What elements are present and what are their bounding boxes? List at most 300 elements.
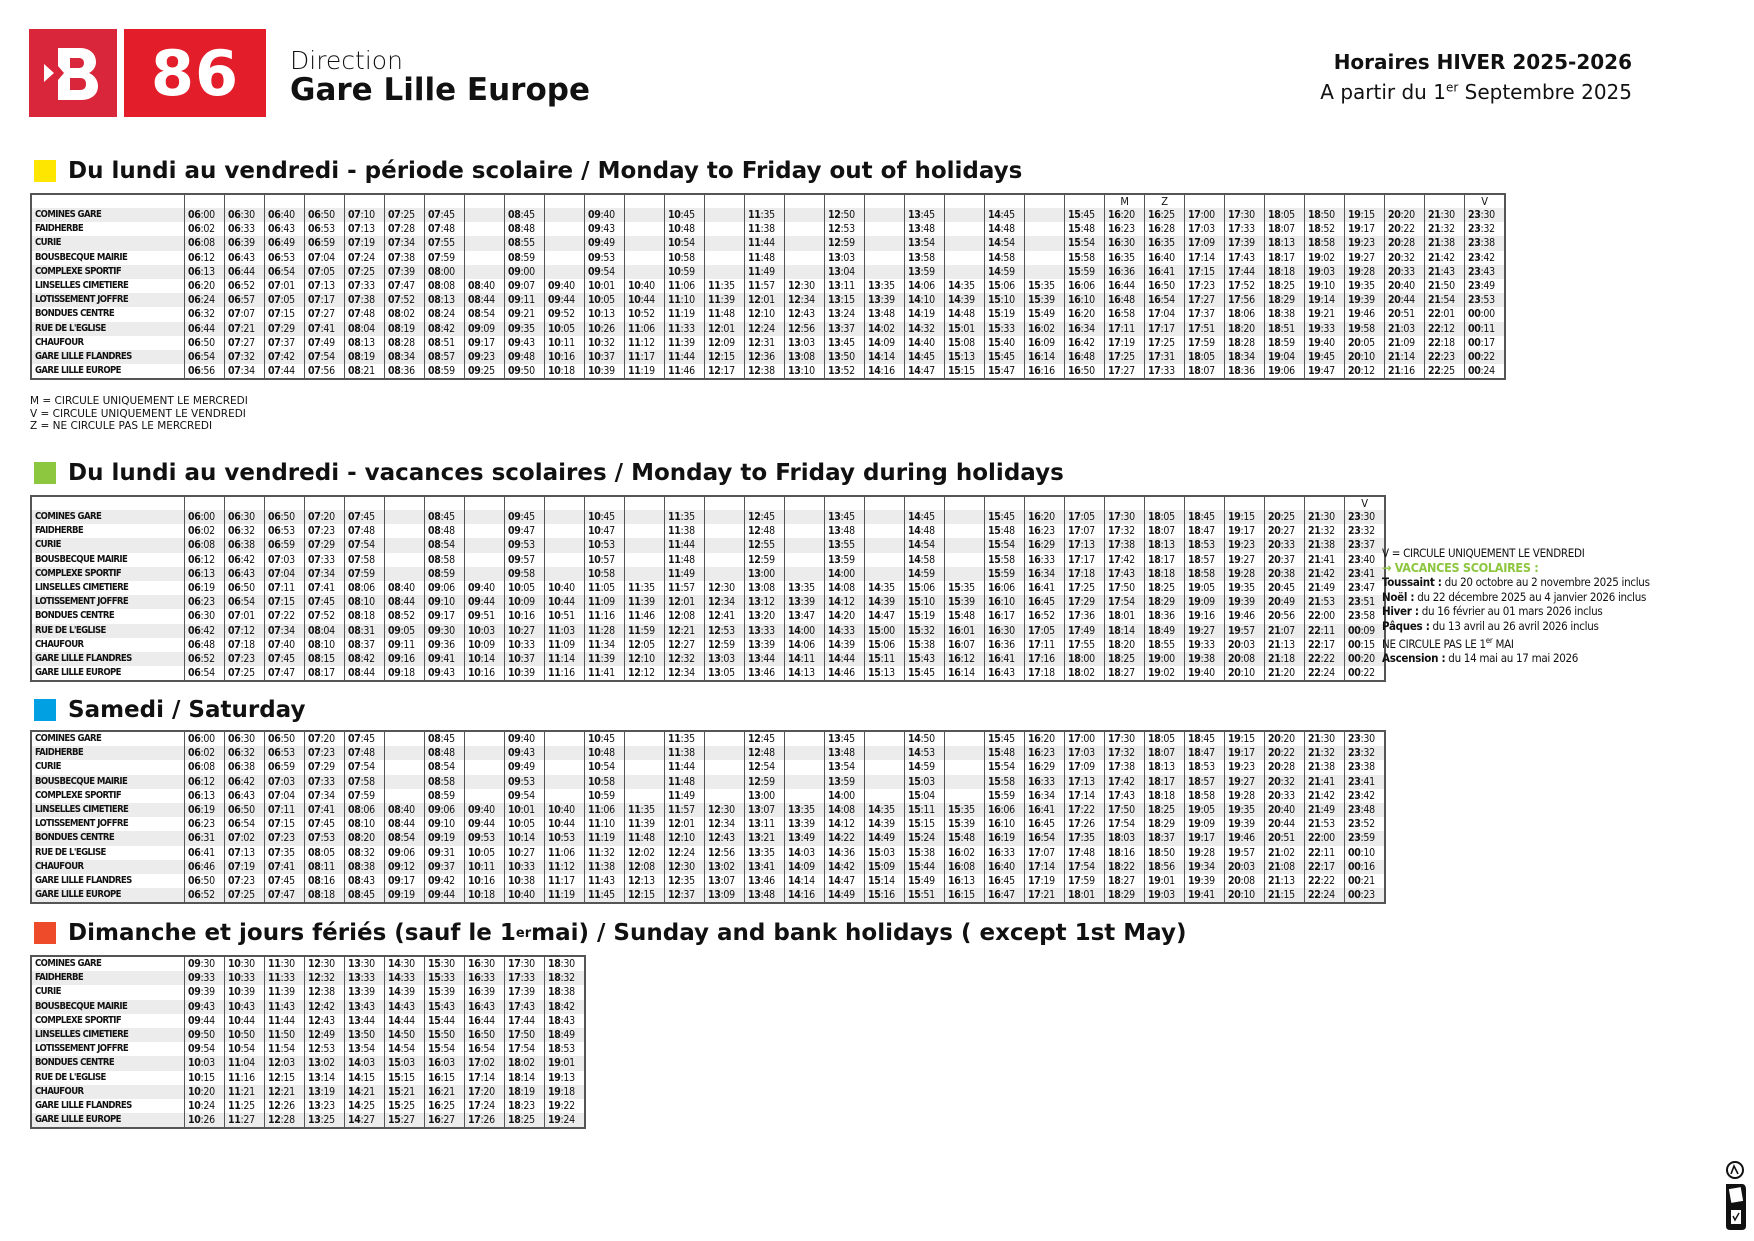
departure-time: 17:39 (505, 985, 545, 999)
stop-name: GARE LILLE EUROPE (31, 1113, 185, 1128)
departure-time (465, 510, 505, 524)
departure-time: 06:30 (225, 208, 265, 222)
departure-time (465, 775, 505, 789)
departure-time: 22:24 (1305, 888, 1345, 903)
departure-time: 10:11 (545, 336, 585, 350)
holiday-period: Toussaint : du 20 octobre au 2 novembre 2025 inclus (1382, 575, 1650, 590)
departure-time: 23:40 (1345, 553, 1386, 567)
departure-time: 21:53 (1305, 817, 1345, 831)
departure-time: 17:26 (1065, 817, 1105, 831)
departure-time: 11:32 (585, 846, 625, 860)
trip-note-row (31, 194, 1505, 208)
departure-time: 07:59 (345, 567, 385, 581)
departure-time: 15:11 (865, 652, 905, 666)
departure-time: 07:34 (385, 236, 425, 250)
departure-time: 18:07 (1145, 524, 1185, 538)
departure-time: 23:30 (1345, 510, 1386, 524)
departure-time: 14:21 (345, 1085, 385, 1099)
departure-time: 14:22 (825, 831, 865, 845)
departure-time: 09:43 (505, 746, 545, 760)
departure-time: 09:43 (425, 666, 465, 681)
departure-time: 17:54 (1065, 860, 1105, 874)
departure-time: 18:57 (1185, 553, 1225, 567)
departure-time: 17:59 (1185, 336, 1225, 350)
departure-time: 19:35 (1345, 279, 1385, 293)
departure-time: 10:14 (465, 652, 505, 666)
departure-time: 13:07 (745, 803, 785, 817)
departure-time: 08:44 (385, 817, 425, 831)
departure-time: 07:54 (345, 538, 385, 552)
departure-time (385, 775, 425, 789)
departure-time: 06:02 (185, 222, 225, 236)
departure-time: 08:32 (345, 846, 385, 860)
departure-time: 21:41 (1305, 553, 1345, 567)
departure-time: 18:18 (1145, 789, 1185, 803)
departure-time: 20:05 (1345, 336, 1385, 350)
departure-time: 13:02 (705, 860, 745, 874)
departure-time (385, 510, 425, 524)
departure-time: 18:50 (1145, 846, 1185, 860)
departure-time: 18:52 (1305, 222, 1345, 236)
departure-time: 09:57 (505, 553, 545, 567)
departure-time: 11:39 (265, 985, 305, 999)
departure-time: 17:27 (1185, 293, 1225, 307)
departure-time: 09:45 (505, 510, 545, 524)
departure-time: 07:25 (225, 666, 265, 681)
departure-time: 11:48 (625, 831, 665, 845)
departure-time: 07:41 (305, 803, 345, 817)
trip-note (825, 496, 865, 510)
departure-time (945, 775, 985, 789)
departure-time: 09:37 (425, 860, 465, 874)
departure-time: 16:20 (1025, 510, 1065, 524)
timetable-row (31, 336, 1505, 350)
departure-time: 17:38 (1105, 760, 1145, 774)
departure-time: 15:38 (905, 846, 945, 860)
departure-time: 14:02 (865, 322, 905, 336)
departure-time: 22:18 (1425, 336, 1465, 350)
departure-time: 13:25 (305, 1113, 345, 1128)
departure-time: 10:05 (465, 846, 505, 860)
departure-time: 19:46 (1225, 831, 1265, 845)
departure-time: 16:19 (985, 831, 1025, 845)
departure-time: 10:01 (585, 279, 625, 293)
departure-time: 17:43 (1105, 789, 1145, 803)
departure-time: 11:44 (665, 538, 705, 552)
departure-time: 08:08 (425, 279, 465, 293)
departure-time: 06:42 (185, 624, 225, 638)
timetable-row (31, 1028, 585, 1042)
departure-time: 14:53 (905, 746, 945, 760)
departure-time: 07:11 (265, 581, 305, 595)
departure-time: 19:40 (1305, 336, 1345, 350)
departure-time: 16:45 (1025, 817, 1065, 831)
departure-time: 18:17 (1265, 251, 1305, 265)
departure-time: 07:29 (305, 538, 345, 552)
departure-time: 08:42 (345, 652, 385, 666)
departure-time: 13:39 (785, 817, 825, 831)
departure-time: 07:41 (305, 581, 345, 595)
departure-time: 12:03 (265, 1056, 305, 1070)
timetable-row (31, 874, 1385, 888)
departure-time: 09:44 (465, 595, 505, 609)
departure-time (1025, 265, 1065, 279)
departure-time: 20:03 (1225, 638, 1265, 652)
holidays-color-swatch (34, 462, 56, 484)
trip-note (1305, 194, 1345, 208)
departure-time: 17:18 (1025, 666, 1065, 681)
departure-time (945, 553, 985, 567)
departure-time: 13:49 (785, 831, 825, 845)
departure-time: 21:42 (1425, 251, 1465, 265)
departure-time: 23:41 (1345, 775, 1386, 789)
departure-time: 10:33 (505, 860, 545, 874)
departure-time: 16:54 (1025, 831, 1065, 845)
timetable-row (31, 817, 1385, 831)
recycle-sort-icon (1722, 1160, 1748, 1232)
departure-time: 17:35 (1065, 831, 1105, 845)
departure-time: 07:48 (345, 746, 385, 760)
departure-time: 06:50 (225, 581, 265, 595)
departure-time: 11:16 (585, 609, 625, 623)
trip-note (1065, 496, 1105, 510)
departure-time: 07:13 (225, 846, 265, 860)
departure-time: 18:05 (1185, 350, 1225, 364)
departure-time: 13:50 (825, 350, 865, 364)
network-logo (29, 29, 117, 117)
departure-time: 13:24 (825, 307, 865, 321)
departure-time: 15:00 (865, 624, 905, 638)
stop-name: BOUSBECQUE MAIRIE (35, 251, 128, 263)
departure-time: 16:33 (465, 971, 505, 985)
departure-time: 17:54 (1105, 595, 1145, 609)
departure-time: 15:47 (985, 364, 1025, 379)
departure-time: 15:30 (425, 956, 465, 971)
timetable-row (31, 293, 1505, 307)
departure-time: 19:28 (1225, 789, 1265, 803)
departure-time: 08:31 (345, 624, 385, 638)
departure-time: 12:01 (745, 293, 785, 307)
departure-time (945, 524, 985, 538)
timetable-row (31, 307, 1505, 321)
departure-time: 09:49 (585, 236, 625, 250)
timetable-row (31, 595, 1385, 609)
departure-time: 14:09 (865, 336, 905, 350)
trip-note: M (1105, 194, 1145, 208)
departure-time: 19:27 (1345, 251, 1385, 265)
departure-time: 11:46 (665, 364, 705, 379)
departure-time: 06:39 (225, 236, 265, 250)
departure-time: 10:40 (545, 803, 585, 817)
departure-time (705, 510, 745, 524)
stop-name: FAIDHERBE (31, 971, 185, 985)
departure-time (785, 789, 825, 803)
departure-time: 07:35 (265, 846, 305, 860)
departure-time: 13:46 (745, 874, 785, 888)
departure-time: 18:57 (1185, 775, 1225, 789)
timetable-row (31, 789, 1385, 803)
departure-time: 07:48 (345, 524, 385, 538)
departure-time: 16:20 (1025, 731, 1065, 746)
timetable-row (31, 350, 1505, 364)
departure-time (865, 760, 905, 774)
departure-time: 13:54 (905, 236, 945, 250)
departure-time: 07:02 (225, 831, 265, 845)
departure-time: 14:10 (905, 293, 945, 307)
departure-time: 14:43 (385, 1000, 425, 1014)
departure-time: 12:34 (665, 666, 705, 681)
departure-time: 14:32 (905, 322, 945, 336)
departure-time: 09:41 (425, 652, 465, 666)
departure-time: 10:01 (505, 803, 545, 817)
departure-time: 08:02 (385, 307, 425, 321)
stop-name: COMINES GARE (31, 510, 185, 524)
stop-name: LOTISSEMENT JOFFRE (31, 293, 185, 307)
departure-time: 11:09 (545, 638, 585, 652)
departure-time: 09:00 (505, 265, 545, 279)
departure-time: 17:05 (1065, 510, 1105, 524)
departure-time: 07:21 (225, 322, 265, 336)
departure-time: 12:30 (705, 581, 745, 595)
timetable-row (31, 1085, 585, 1099)
departure-time: 20:10 (1225, 666, 1265, 681)
departure-time: 22:12 (1425, 322, 1465, 336)
departure-time: 09:21 (505, 307, 545, 321)
departure-time: 11:44 (665, 760, 705, 774)
departure-time: 07:47 (385, 279, 425, 293)
departure-time: 11:39 (705, 293, 745, 307)
departure-time: 20:27 (1265, 524, 1305, 538)
departure-time: 07:15 (265, 307, 305, 321)
departure-time: 20:44 (1385, 293, 1425, 307)
departure-time: 15:54 (985, 760, 1025, 774)
departure-time: 16:21 (425, 1085, 465, 1099)
departure-time: 15:15 (945, 364, 985, 379)
departure-time: 18:05 (1265, 208, 1305, 222)
departure-time: 13:43 (345, 1000, 385, 1014)
departure-time: 08:59 (505, 251, 545, 265)
departure-time: 18:45 (1185, 731, 1225, 746)
departure-time: 12:10 (625, 652, 665, 666)
departure-time: 06:32 (225, 524, 265, 538)
departure-time: 12:08 (665, 609, 705, 623)
departure-time: 23:51 (1345, 595, 1386, 609)
departure-time: 11:21 (225, 1085, 265, 1099)
departure-time: 14:06 (905, 279, 945, 293)
departure-time: 10:58 (665, 251, 705, 265)
departure-time: 06:19 (185, 803, 225, 817)
departure-time: 16:27 (425, 1113, 465, 1128)
departure-time: 08:40 (465, 279, 505, 293)
departure-time: 06:42 (225, 775, 265, 789)
stop-name: BOUSBECQUE MAIRIE (35, 553, 128, 565)
departure-time: 08:54 (465, 307, 505, 321)
trip-note-row (31, 496, 1385, 510)
departure-time: 12:59 (825, 236, 865, 250)
departure-time: 08:54 (425, 760, 465, 774)
departure-time (545, 222, 585, 236)
departure-time (545, 789, 585, 803)
departure-time: 20:28 (1265, 760, 1305, 774)
timetable-row (31, 803, 1385, 817)
departure-time (465, 760, 505, 774)
departure-time: 10:33 (505, 638, 545, 652)
departure-time: 11:54 (265, 1042, 305, 1056)
departure-time: 08:40 (385, 803, 425, 817)
departure-time: 19:17 (1345, 222, 1385, 236)
departure-time: 14:25 (345, 1099, 385, 1113)
departure-time: 10:27 (505, 624, 545, 638)
departure-time: 07:20 (305, 510, 345, 524)
departure-time (945, 567, 985, 581)
departure-time: 07:23 (305, 746, 345, 760)
departure-time: 08:36 (385, 364, 425, 379)
departure-time: 08:18 (345, 609, 385, 623)
departure-time: 11:05 (585, 581, 625, 595)
departure-time: 19:04 (1265, 350, 1305, 364)
departure-time: 18:58 (1185, 567, 1225, 581)
departure-time: 07:59 (425, 251, 465, 265)
departure-time: 00:22 (1465, 350, 1506, 364)
departure-time: 18:47 (1185, 524, 1225, 538)
departure-time (785, 746, 825, 760)
departure-time: 08:59 (425, 567, 465, 581)
departure-time: 07:10 (345, 208, 385, 222)
departure-time: 15:43 (425, 1000, 465, 1014)
departure-time: 22:01 (1425, 307, 1465, 321)
saturday-color-swatch (34, 699, 56, 721)
departure-time: 12:53 (705, 624, 745, 638)
departure-time: 12:38 (305, 985, 345, 999)
departure-time: 20:10 (1345, 350, 1385, 364)
departure-time: 08:19 (385, 322, 425, 336)
departure-time: 20:45 (1265, 581, 1305, 595)
departure-time: 10:15 (185, 1071, 225, 1085)
departure-time: 10:05 (585, 293, 625, 307)
departure-time: 15:54 (1065, 236, 1105, 250)
departure-time: 20:20 (1385, 208, 1425, 222)
departure-time: 12:01 (665, 595, 705, 609)
stop-name: BOUSBECQUE MAIRIE (31, 775, 185, 789)
departure-time: 10:38 (505, 874, 545, 888)
departure-time (785, 510, 825, 524)
departure-time: 08:55 (505, 236, 545, 250)
departure-time: 21:38 (1305, 760, 1345, 774)
departure-time: 18:07 (1185, 364, 1225, 379)
departure-time: 16:06 (1065, 279, 1105, 293)
departure-time: 18:05 (1145, 510, 1185, 524)
timetable-row (31, 251, 1505, 265)
departure-time: 11:43 (585, 874, 625, 888)
departure-time: 16:40 (1145, 251, 1185, 265)
departure-time: 07:44 (265, 364, 305, 379)
departure-time: 11:19 (665, 307, 705, 321)
departure-time: 16:20 (1105, 208, 1145, 222)
departure-time: 06:00 (185, 510, 225, 524)
departure-time: 08:16 (305, 874, 345, 888)
departure-time: 13:20 (745, 609, 785, 623)
departure-time: 19:58 (1345, 322, 1385, 336)
departure-time: 14:44 (825, 652, 865, 666)
departure-time: 18:13 (1145, 538, 1185, 552)
departure-time: 17:14 (1025, 860, 1065, 874)
departure-time: 18:17 (1145, 553, 1185, 567)
trip-note (305, 194, 345, 208)
departure-time: 15:16 (865, 888, 905, 903)
departure-time: 18:03 (1105, 831, 1145, 845)
departure-time: 19:24 (545, 1113, 586, 1128)
departure-time: 10:26 (585, 322, 625, 336)
departure-time: 07:23 (305, 524, 345, 538)
departure-time: 12:21 (265, 1085, 305, 1099)
departure-time: 06:53 (265, 524, 305, 538)
timetable-row (31, 1042, 585, 1056)
departure-time: 16:34 (1025, 789, 1065, 803)
departure-time: 13:08 (745, 581, 785, 595)
departure-time: 20:51 (1265, 831, 1305, 845)
departure-time: 15:35 (1025, 279, 1065, 293)
departure-time: 10:24 (185, 1099, 225, 1113)
departure-time: 13:54 (345, 1042, 385, 1056)
departure-time: 06:54 (185, 666, 225, 681)
departure-time: 15:14 (865, 874, 905, 888)
departure-time: 06:31 (185, 831, 225, 845)
departure-time: 17:03 (1065, 746, 1105, 760)
timetable-row (31, 831, 1385, 845)
departure-time: 13:50 (345, 1028, 385, 1042)
departure-time: 13:04 (825, 265, 865, 279)
departure-time: 12:10 (665, 831, 705, 845)
departure-time: 14:00 (785, 624, 825, 638)
timetable-row (31, 956, 585, 971)
departure-time: 17:14 (1065, 789, 1105, 803)
departure-time: 21:32 (1425, 222, 1465, 236)
departure-time: 15:59 (985, 789, 1025, 803)
departure-time: 09:17 (425, 609, 465, 623)
departure-time: 17:29 (1065, 595, 1105, 609)
timetable-saturday (30, 730, 1386, 904)
departure-time: 10:47 (585, 524, 625, 538)
departure-time: 19:06 (1265, 364, 1305, 379)
departure-time (705, 553, 745, 567)
departure-time: 09:53 (585, 251, 625, 265)
departure-time: 12:34 (705, 595, 745, 609)
departure-time: 12:24 (665, 846, 705, 860)
departure-time: 15:49 (905, 874, 945, 888)
departure-time: 15:48 (985, 524, 1025, 538)
departure-time: 09:06 (425, 803, 465, 817)
departure-time: 06:48 (185, 638, 225, 652)
departure-time: 20:32 (1385, 251, 1425, 265)
departure-time: 23:42 (1465, 251, 1506, 265)
departure-time (785, 265, 825, 279)
departure-time: 08:17 (305, 666, 345, 681)
stop-name: LOTISSEMENT JOFFRE (31, 595, 185, 609)
departure-time: 21:09 (1385, 336, 1425, 350)
trip-note (305, 496, 345, 510)
departure-time: 11:17 (545, 874, 585, 888)
departure-time: 19:27 (1225, 775, 1265, 789)
departure-time: 09:30 (185, 956, 225, 971)
departure-time: 08:13 (345, 336, 385, 350)
departure-time (545, 265, 585, 279)
departure-time: 20:40 (1385, 279, 1425, 293)
departure-time: 16:36 (1105, 265, 1145, 279)
departure-time: 07:41 (305, 322, 345, 336)
departure-time (705, 265, 745, 279)
stop-name: CURIE (35, 761, 61, 773)
departure-time: 07:05 (305, 265, 345, 279)
